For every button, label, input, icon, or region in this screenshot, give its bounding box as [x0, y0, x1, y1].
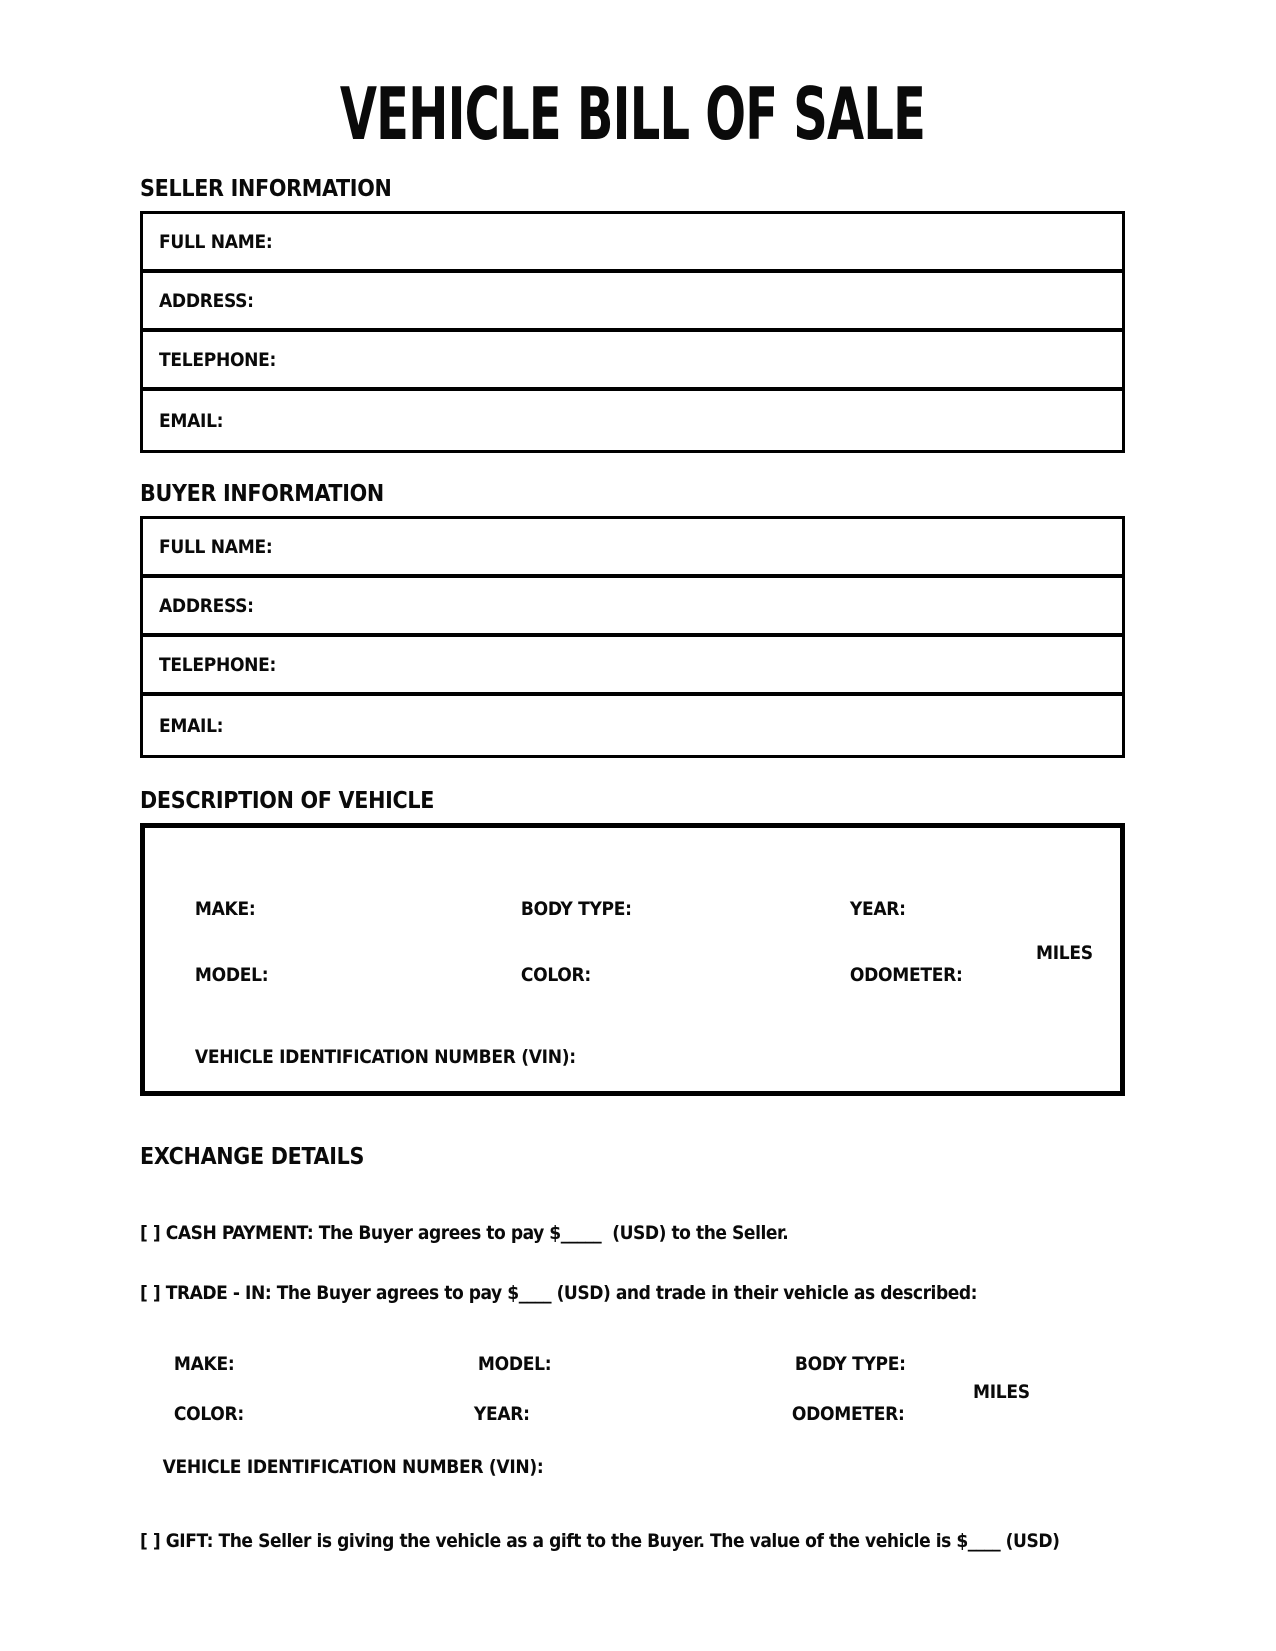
- seller-telephone-field[interactable]: [143, 332, 1122, 391]
- seller-email-field[interactable]: [143, 391, 1122, 450]
- cash-payment-text: CASH PAYMENT: The Buyer agrees to pay $_____ (USD) to the Seller.: [160, 1222, 789, 1244]
- vehicle-model-field[interactable]: [161, 942, 281, 1008]
- seller-address-field[interactable]: [143, 273, 1122, 332]
- page-title-text: VEHICLE BILL OF SALE: [339, 72, 926, 156]
- buyer-full-name-label: FULL NAME:: [159, 535, 273, 558]
- seller-telephone-label: TELEPHONE:: [159, 348, 277, 371]
- gift-text: GIFT: The Seller is giving the vehicle as a gift to the Buyer. The value of the vehicle is $____ (USD): [160, 1530, 1060, 1552]
- trade-color-field[interactable]: [140, 1381, 250, 1447]
- buyer-address-field[interactable]: [143, 578, 1122, 637]
- buyer-telephone-field[interactable]: [143, 637, 1122, 696]
- vehicle-section-heading: DESCRIPTION OF VEHICLE: [140, 788, 435, 814]
- trade-vin-field[interactable]: [140, 1431, 1125, 1503]
- trade-vehicle-row-1: [140, 1331, 1125, 1375]
- trade-model-label: MODEL:: [477, 1353, 552, 1375]
- trade-year-label: YEAR:: [473, 1403, 530, 1425]
- trade-odometer-label: ODOMETER:: [791, 1403, 905, 1425]
- buyer-email-field[interactable]: [143, 696, 1122, 755]
- vehicle-odometer-field[interactable]: [816, 942, 962, 1008]
- buyer-address-label: ADDRESS:: [159, 594, 254, 617]
- vehicle-year-field[interactable]: [816, 876, 936, 942]
- page-title: [140, 72, 1125, 156]
- vehicle-color-label: COLOR:: [520, 964, 591, 986]
- vehicle-model-label: MODEL:: [194, 964, 269, 986]
- trade-year-field[interactable]: [440, 1381, 550, 1447]
- vehicle-year-label: YEAR:: [849, 898, 906, 920]
- exchange-section-heading: EXCHANGE DETAILS: [140, 1144, 365, 1170]
- trade-vehicle-row-2: [140, 1381, 1125, 1425]
- seller-full-name-label: FULL NAME:: [159, 230, 273, 253]
- vehicle-body-type-label: BODY TYPE:: [520, 898, 632, 920]
- gift-checkbox[interactable]: [ ]: [140, 1530, 161, 1552]
- vehicle-make-field[interactable]: [161, 876, 281, 942]
- trade-vin-label: VEHICLE IDENTIFICATION NUMBER (VIN):: [162, 1456, 544, 1478]
- buyer-email-label: EMAIL:: [159, 714, 224, 737]
- cash-payment-option: [140, 1221, 1125, 1245]
- trade-in-checkbox[interactable]: [ ]: [140, 1282, 161, 1304]
- cash-payment-checkbox[interactable]: [ ]: [140, 1222, 161, 1244]
- vehicle-miles-label: MILES: [1036, 942, 1093, 964]
- seller-full-name-field[interactable]: [143, 214, 1122, 273]
- buyer-section-heading: BUYER INFORMATION: [140, 481, 384, 507]
- vehicle-vin-field[interactable]: [161, 1024, 576, 1090]
- seller-section-heading: SELLER INFORMATION: [140, 176, 392, 202]
- seller-info-box: [140, 211, 1125, 453]
- trade-color-label: COLOR:: [173, 1403, 244, 1425]
- buyer-full-name-field[interactable]: [143, 519, 1122, 578]
- buyer-telephone-label: TELEPHONE:: [159, 653, 277, 676]
- vehicle-vin-label: VEHICLE IDENTIFICATION NUMBER (VIN):: [194, 1046, 576, 1068]
- trade-in-option: [140, 1281, 1125, 1305]
- gift-option: [140, 1529, 1125, 1553]
- vehicle-odometer-label: ODOMETER:: [849, 964, 963, 986]
- trade-body-type-label: BODY TYPE:: [794, 1353, 906, 1375]
- seller-email-label: EMAIL:: [159, 409, 224, 432]
- buyer-info-box: [140, 516, 1125, 758]
- vehicle-color-field[interactable]: [487, 942, 607, 1008]
- vehicle-description-box: [140, 823, 1125, 1096]
- trade-miles-label: MILES: [973, 1381, 1030, 1403]
- trade-odometer-field[interactable]: [758, 1381, 904, 1447]
- vehicle-make-label: MAKE:: [194, 898, 256, 920]
- seller-address-label: ADDRESS:: [159, 289, 254, 312]
- vehicle-body-type-field[interactable]: [487, 876, 632, 942]
- trade-in-text: TRADE - IN: The Buyer agrees to pay $____ (USD) and trade in their vehicle as described:: [160, 1282, 978, 1304]
- trade-make-label: MAKE:: [173, 1353, 235, 1375]
